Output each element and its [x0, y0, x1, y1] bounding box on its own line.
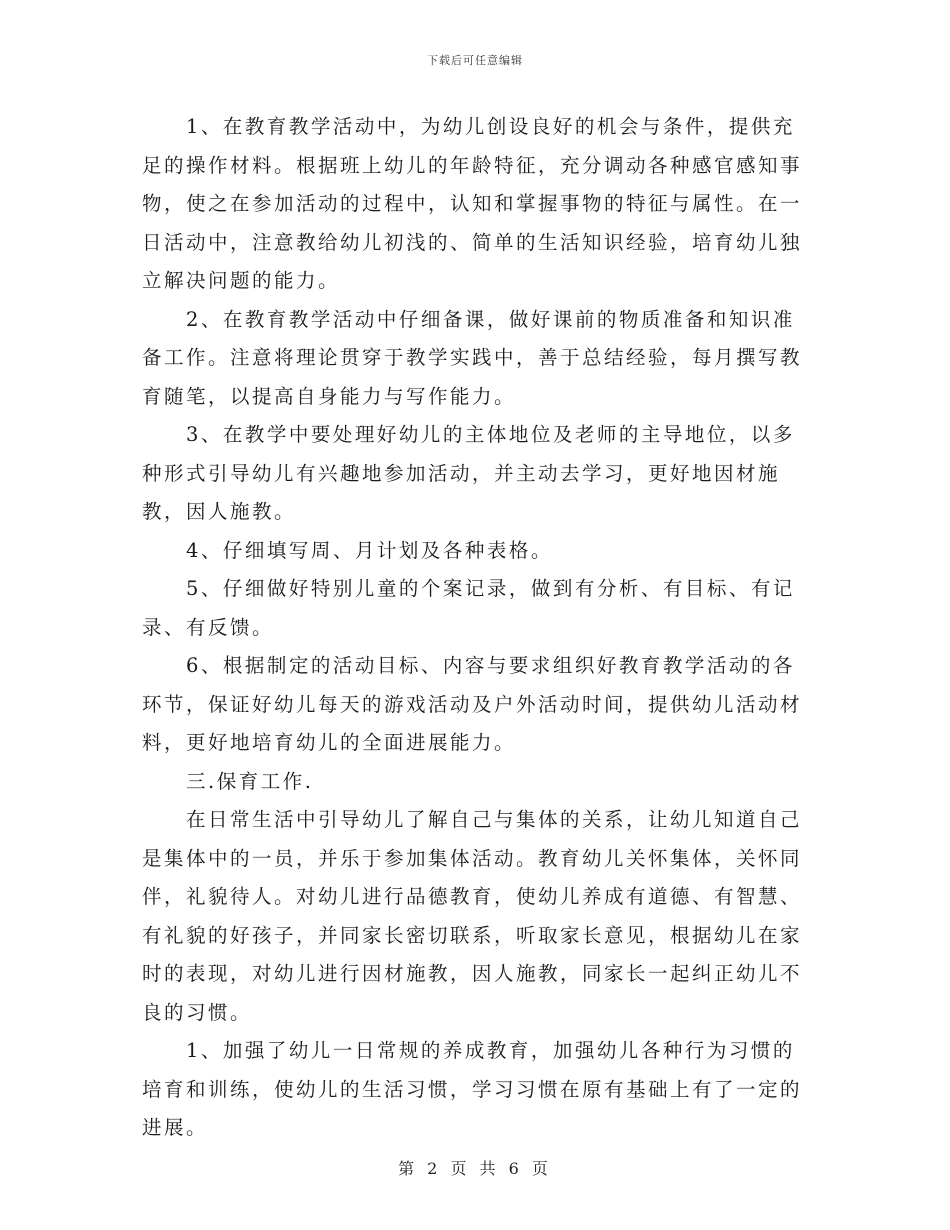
- paragraph-teaching-5: 5、仔细做好特别儿童的个案记录，做到有分析、有目标、有记录、有反馈。: [142, 577, 795, 639]
- paragraph-teaching-4: 4、仔细填写周、月计划及各种表格。: [186, 538, 553, 562]
- paragraph-teaching-2: 2、在教育教学活动中仔细备课，做好课前的物质准备和知识准备工作。注意将理论贯穿于教学实践中，善于总结经验，每月撰写教育随笔，以提高自身能力与写作能力。: [142, 307, 803, 408]
- section-heading-care-work: 三.保育工作.: [186, 769, 314, 793]
- paragraph-teaching-6: 6、根据制定的活动目标、内容与要求组织好教育教学活动的各环节，保证好幼儿每天的游戏活动及户外活动时间，提供幼儿活动材料，更好地培育幼儿的全面进展能力。: [142, 654, 803, 754]
- paragraph-teaching-1: 1、在教育教学活动中，为幼儿创设良好的机会与条件，提供充足的操作材料。根据班上幼儿的年龄特征，充分调动各种感官感知事物，使之在参加活动的过程中，认知和掌握事物的特征与属性。在一日活动中，注意教给幼儿初浅的、简单的生活知识经验，培育幼儿独立解决问题的能力。: [142, 115, 803, 292]
- page-header: 下载后可任意编辑: [427, 54, 523, 67]
- paragraph-care-intro: 在日常生活中引导幼儿了解自己与集体的关系，让幼儿知道自己是集体中的一员，并乐于参加集体活动。教育幼儿关怀集体，关怀同伴，礼貌待人。对幼儿进行品德教育，使幼儿养成有道德、有智慧、有礼貌的好孩子，并同家长密切联系，听取家长意见，根据幼儿在家时的表现，对幼儿进行因材施教，因人施教，同家长一起纠正幼儿不良的习惯。: [142, 808, 803, 1024]
- document-body: [142, 108, 810, 1148]
- paragraph-teaching-3: 3、在教学中要处理好幼儿的主体地位及老师的主导地位，以多种形式引导幼儿有兴趣地参加活动，并主动去学习，更好地因材施教，因人施教。: [142, 423, 795, 523]
- page-number: 第 2 页 共 6 页: [398, 1159, 552, 1178]
- paragraph-care-1: 1、加强了幼儿一日常规的养成教育，加强幼儿各种行为习惯的培育和训练，使幼儿的生活习惯，学习习惯在原有基础上有了一定的进展。: [142, 1039, 803, 1139]
